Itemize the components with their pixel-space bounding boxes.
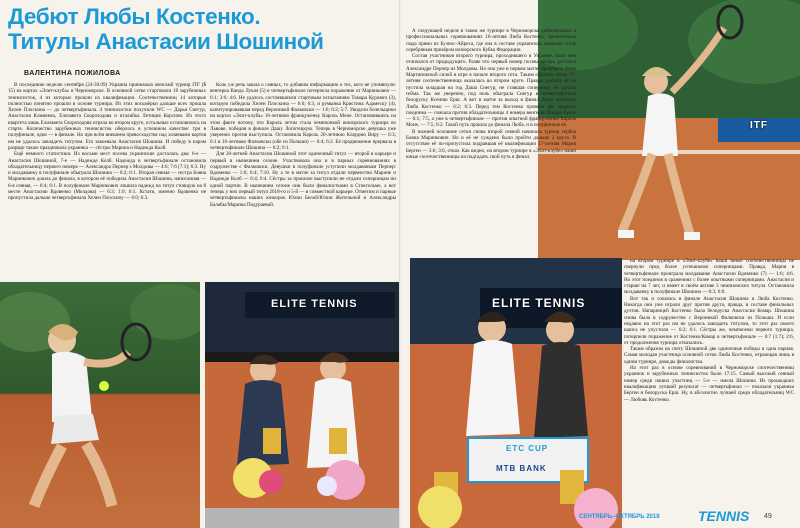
- paragraph: В нижней половине сетки снова второй сеяной начинала турнир сербка Бояна Маринкович. Но и её не суждено было пройти дальше 2 круга. В отсутствие её по-пропустила подравшая её квалификации 17-летняя Мария Берген — 3:6; 3:6, отказ. Как видно, на втором турнире в «Элит-клубе» наши юные соотечественницы на подгадать свой путь в финал.: [406, 128, 576, 160]
- paragraph: Таким образом на счету Шошиной две одиночные победы и одна парная. Самая молодая участница основной сетки Люба Костенко, играющая лишь в одном турнире, дважды финалистка.: [624, 346, 794, 365]
- trophy-board: ETC CUP: [506, 444, 549, 453]
- paragraph: Коль уж речь зашла о сеяных, то добавим информацию о тех, кого не упомянули: венгерка Ванда Лукач (5) в четвертьфинале потерпела поражение от Маринкович — 6:1; 3:6; 4:6. Не удалось состоявшимся стартовым испытаниям Тамара Курович (3), которую победила Хелен Плоскина — 6:0; 6:3, и румынка Кристина Адамеску (4), капитулировавшая перед Вероникой Фалковски — 1:6; 6:2; 5:7. Увидели болельщики на кортах «Элит-клуба» 16-летнюю француженку Кароль Моне. Остановившись на этом факте потому, что Кароль летом стала чемпионкой юниорского турнира во Львове, победив в финале Дашу Лопотецкую. Теперь в Черноморске девушка уже уверенно против выступила. Остановила Кароль 20-летнюю Клаудию Виру — 6:3; 6:1 в 16-летнюю Фалковски (обе из Польши) — 6:4; 6:2. Её продвижение прервала в четвертьфинале Шошина — 6:2; 6:1.: [210, 82, 396, 151]
- page-fold: [399, 0, 401, 528]
- author-byline: ВАЛЕНТИНА ПОЖИЛОВА: [24, 70, 121, 77]
- title-line-2: Титулы Анастасии Шошиной: [8, 29, 324, 54]
- text-column-4: [624, 258, 794, 403]
- paragraph: В последнюю неделю сентября (24-30.09) Украина принимала женский турнир ITF ($ 15) на кортах «Элит-клуба» в Черноморске. В основной сетке стартовали 18 зарубежных теннисисток, 4 из которых прошли из квалификации. Соотечественниц 14 которые полностью понятно прошли в основе турнира. Из этих восьмёрки дальше всех прошла Хелен Плоскина — до четвертьфинала. 4 теннисистки получили WC — Дарья Снегур, Анастасия Клименко, Елизавета Скороходова и италийка Летиция Корсини. Из этого квартета лишь Елизавета Скороходова играла во втором круге, остальные остановились на старте. Количество зарубежных теннисисток оберлось в успешном качестве: три в полуфинале, одна — в финале. Но при всём внешнем превосходстве над хозяевами кортов им не удалось завладеть титулом. Его завоевала Анастасия Шошина. И победу в паром разряде также праздновала украинка — сёстры Марина и Надежда Колб.: [8, 82, 206, 151]
- photo-player-backhand: [0, 282, 200, 528]
- banner-elite-tennis: ELITE TENNIS: [271, 298, 358, 310]
- photo-finalists-trophies: [410, 258, 622, 528]
- article-title: [8, 4, 408, 54]
- page-number: 49: [764, 513, 772, 520]
- text-column-3: [406, 28, 576, 160]
- text-column-2: [210, 82, 396, 208]
- text-column-1: [8, 82, 206, 202]
- paragraph: Ещё немного статистики. Из восьми мест посева украинские досталась два: 6-е — Анастасия Шошиной, 7-е — Надежде Колб. Надежда в четвертьфинале остановила обладательницу первого номера — Александра Перпер з Молдовы — 4:6; 7:6 (7:1); 6:3. Ну и молдаванку в полуфинале обыграла Шошина — 6:2; 6:1. Вторая сеяная — сестра Бояна Маринкович дошла до финала, в котором её победила Анастасия Шошина, написанная — 6-я сеяная, — 6:4; 6:1. В полуфинале Маринкович лишила надежд на титул стоящую на 8 месте Анастасию Вдовенко (Молдова) — 6:3; 1:6; 6:1. Кстати, именно Вдовенко не пропустила дальше четвертьфинала Хелен Плоскину — 6:0; 6:3.: [8, 151, 206, 202]
- title-line-1: Дебют Любы Костенко.: [8, 4, 261, 29]
- banner-itf: ITF: [750, 120, 768, 131]
- paragraph: Состав участников второго турнира, проходившего в Украине, мало чем отличался от предыдущего. Разве что первый номер посева теперь достался Александре Перпер из Молдовы. Но она уже в первом матче проиграла Анне Мартиновской силой в игре в начале второго сета. Таким образом, лишь 17-летняя соотечественница оказалась во втором круге. Правда, дальше её не пустила младшая на год Даша Снегур, не ставшая соперницу ни одного гейма. Так же уверенно, под ноль обыграла Снегур в четвертьфинале белоруску Ксению Ерш. А вот в матче за выход в финал Дашу победила Люба Костенко — 6:2; 6:3. Перед тем Костенко провела два трудных поединка — сначала против обладательницы 4 номера венгерки Ванды Лукач — 6:1; 7:5, а уже в четвертьфинале — против опытной француженки Кароль Моне, — 7:5; 6:2. Такой путь прошла до финала Люба, и в полуфинале её.: [406, 53, 576, 129]
- issue-date: СЕНТЯБРЬ–ОКТЯБРЬ 2018: [579, 514, 660, 520]
- paragraph: на втором турнире в «Элит-клубе» наши юные соотечественницы не свернули пред более успешными соперницами. Правда, Мария в четвертьфинале проиграла молдаванке Анастасии Вдовенко (7) — 1:6; 4:6. Но этот поединок в сражениях с более опытными соперницами. Анастасия и старше на 7 лет, и имеет в своём активе 3 чемпионских титула. Остановила молдаванку в полуфинале Шошина — 6:3; 6:0.: [624, 258, 794, 296]
- banner-elite-tennis-right: ELITE TENNIS: [492, 296, 586, 310]
- paragraph: А следующей неделе в таком же турнире в Черноморске дебютировала в профессиональных соревнованиях 16-летняя Люба Костенко, прилетевшая сюда прямо из Буэнос-Айреса, где она в составе украинской команды стала серебряным призёром юниорского Кубка Федерации.: [406, 28, 576, 53]
- photo-winners-trophies: [205, 282, 399, 528]
- paragraph: Вот так и сошлись в финале Анастасия Шошина и Люба Костенко. Никогда они уже играли друг против друга, правда, в составе финальных дуэтов. Напарницей Костенко была белоруска Анастасия Комар. Шошина снова была в содружестве с Вероникой Фалковски из Польши. И если недавно на этот раз им не удалось завладеть титулом, то этот раз своего шанса не упустили — 6:2; 6:1. Сёстры же, чемпионки первого турнира, потерпели поражение от Костенко/Комар в четвертьфинале — 6:7 (1:7); 2:6, от продолжения турнира отказались.: [624, 295, 794, 346]
- magazine-logo: TENNIS: [698, 508, 750, 524]
- paragraph: Для 20-летней Анастасии Шошиной этот одиночный титул — второй в карьере и первый в нынешнем сезоне. Участвовала она и в парных соревнованиях в содружестве с Фалковски. Девушки в полуфинале уступили молдаванкам Перпер/Вдовенко — 1:6; 6:4; 7:10. Ну а те в матче за титул отдали первенство Марине и Надежде Колб — 6:4; 6:4. Сёстры за прошлое выступили не отдали соперницам ни одной партии. В нынешнем сезоне они были финалистками в Стокгольме, а вот теперь у них первый титул 2018-го и 5-й — в совместной карьере. Отметим и парные четвертьфиналы наших юниорок Юлии Белой/Юлии Жительной и Александры Балабы/Марины Подураевой.: [210, 151, 396, 208]
- photo-player-serve: [538, 0, 800, 260]
- bank-logo: MTB BANK: [496, 464, 547, 473]
- paragraph: На этот раз в основе соревнований в Черноморске соотечественниц украинок и зарубежных теннисисток было 17:15. Самый высокий сеяный номер среди наших участниц — 5-е — имела Шошина. Из прошедших квалификацию лучший результат — четвертьфинал — показали украинка Берген и белоруска Ерш. Ну, в абсолютно лучшей среди обладательниц WC — Любовь Костенко.: [624, 365, 794, 403]
